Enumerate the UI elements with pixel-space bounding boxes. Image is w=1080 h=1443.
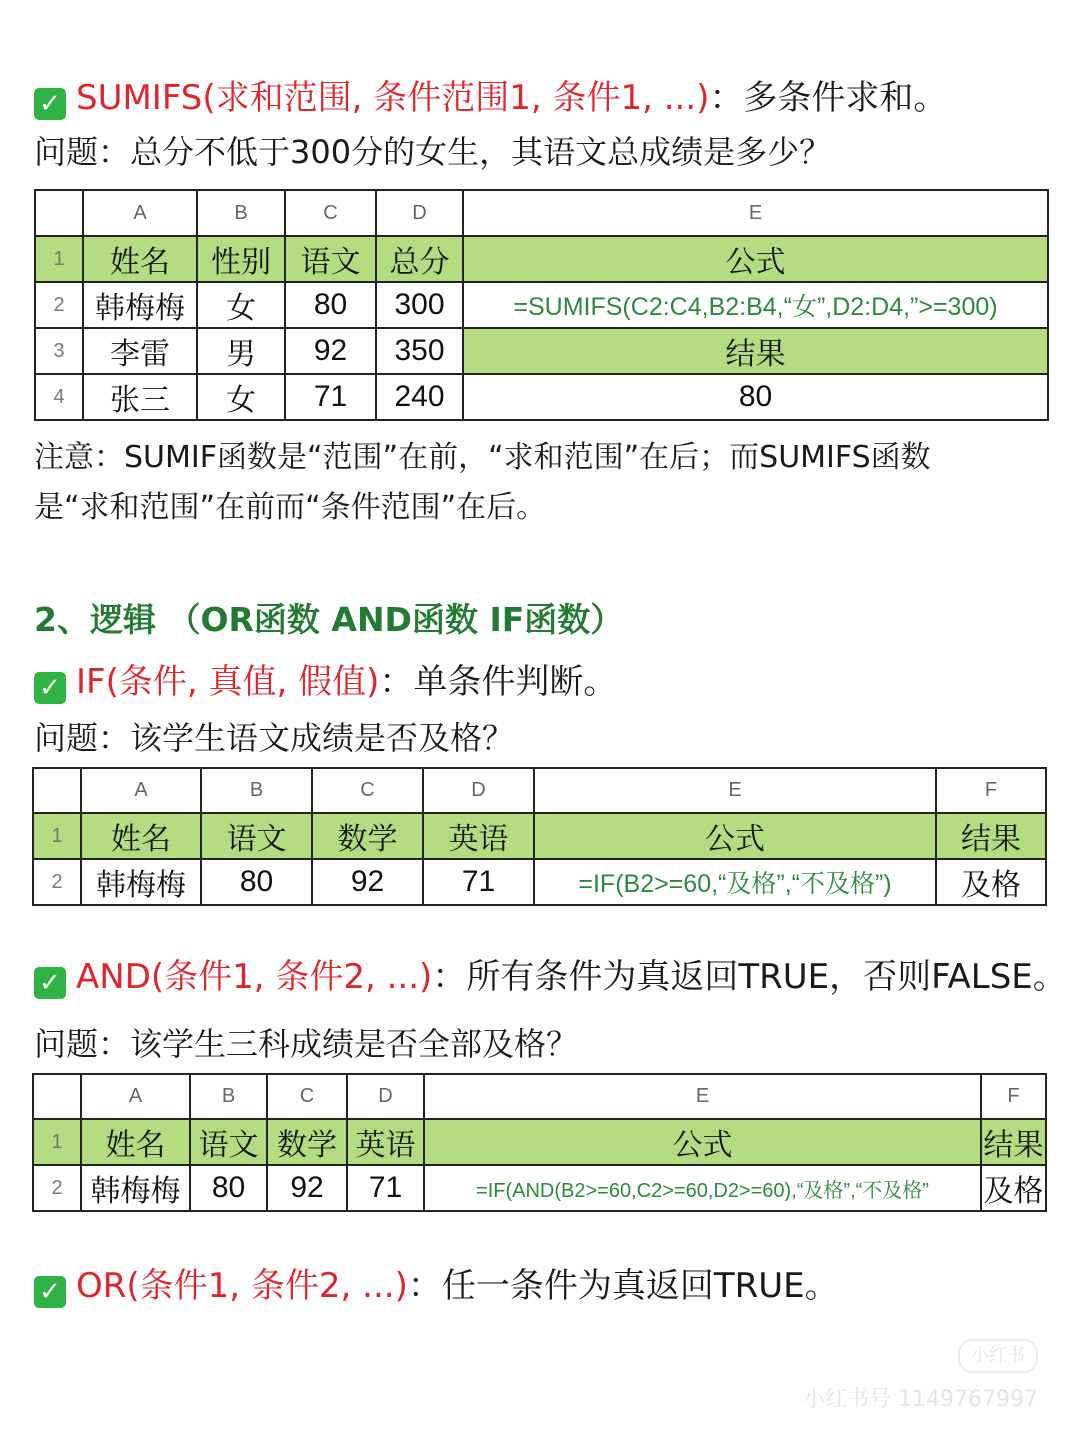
header-cell: 姓名: [83, 236, 197, 282]
formula-cell: =IF(AND(B2>=60,C2>=60,D2>=60),“及格”,“不及格”: [424, 1165, 981, 1211]
sumifs-question: 问题：总分不低于300分的女生，其语文总成绩是多少？: [34, 133, 832, 171]
sumifs-table: [34, 189, 1049, 421]
check-box-icon: ✓: [34, 672, 66, 704]
header-cell: 姓名: [81, 1119, 190, 1165]
header-cell: 数学: [267, 1119, 347, 1165]
table-cell: 350: [376, 328, 463, 374]
header-cell: 结果: [936, 813, 1046, 859]
table-cell: 71: [347, 1165, 424, 1211]
col-letter-c: C: [312, 768, 423, 813]
table-cell: 女: [197, 282, 285, 328]
column-header-row: [35, 190, 1048, 236]
col-letter-b: B: [190, 1074, 267, 1119]
or-description: ：任一条件为真返回TRUE。: [407, 1266, 839, 1306]
col-letter-b: B: [201, 768, 312, 813]
corner-cell: [35, 190, 83, 236]
or-signature: OR(条件1, 条件2, ...): [76, 1266, 408, 1306]
col-letter-f: F: [936, 768, 1046, 813]
col-letter-c: C: [285, 190, 376, 236]
section-heading: 2、逻辑 （OR函数 AND函数 IF函数）: [34, 600, 624, 639]
table-cell: 李雷: [83, 328, 197, 374]
table-cell: 韩梅梅: [83, 282, 197, 328]
note-line: 注意：SUMIF函数是“范围”在前，“求和范围”在后；而SUMIFS函数: [34, 440, 931, 475]
table-cell: 80: [285, 282, 376, 328]
header-cell: 语文: [285, 236, 376, 282]
col-letter-d: D: [376, 190, 463, 236]
column-header-row: [33, 1074, 1046, 1119]
table-cell: 71: [423, 859, 534, 905]
table-cell: 80: [201, 859, 312, 905]
row-number: 1: [33, 813, 81, 859]
col-letter-a: A: [83, 190, 197, 236]
and-signature: AND(条件1, 条件2, ...): [76, 957, 433, 997]
and-description: ：所有条件为真返回TRUE，否则FALSE。: [432, 957, 1067, 997]
header-cell: 语文: [201, 813, 312, 859]
col-letter-e: E: [424, 1074, 981, 1119]
corner-cell: [33, 768, 81, 813]
sumifs-title: [34, 76, 947, 120]
sumifs-signature: SUMIFS(求和范围, 条件范围1, 条件1, ...): [76, 78, 710, 118]
and-question: 问题：该学生三科成绩是否全部及格？: [34, 1025, 579, 1063]
result-value-cell: 80: [463, 374, 1048, 420]
header-cell: 数学: [312, 813, 423, 859]
row-number: 1: [35, 236, 83, 282]
sumifs-note: [34, 433, 1044, 533]
header-cell: 英语: [347, 1119, 424, 1165]
table-cell: 300: [376, 282, 463, 328]
row-number: 4: [35, 374, 83, 420]
and-title: [34, 955, 1067, 999]
if-table: [32, 767, 1047, 906]
if-title: [34, 660, 617, 704]
table-cell: 240: [376, 374, 463, 420]
table-row: [33, 813, 1046, 859]
table-row: [33, 859, 1046, 905]
table-cell: 92: [312, 859, 423, 905]
row-number: 3: [35, 328, 83, 374]
row-number: 2: [35, 282, 83, 328]
note-line: 是“求和范围”在前而“条件范围”在后。: [34, 490, 547, 525]
col-letter-a: A: [81, 1074, 190, 1119]
table-cell: 71: [285, 374, 376, 420]
row-number: 2: [33, 859, 81, 905]
formula-cell: =IF(B2>=60,“及格”,“不及格”): [534, 859, 936, 905]
table-row: [33, 1165, 1046, 1211]
table-row: [35, 236, 1048, 282]
check-box-icon: ✓: [34, 967, 66, 999]
header-cell: 性别: [197, 236, 285, 282]
header-cell: 结果: [981, 1119, 1046, 1165]
if-signature: IF(条件, 真值, 假值): [76, 662, 380, 702]
formula-cell: =SUMIFS(C2:C4,B2:B4,“女”,D2:D4,”>=300): [463, 282, 1048, 328]
if-question: 问题：该学生语文成绩是否及格？: [34, 719, 515, 757]
col-letter-e: E: [463, 190, 1048, 236]
result-cell: 及格: [981, 1165, 1046, 1211]
table-cell: 韩梅梅: [81, 1165, 190, 1211]
result-cell: 及格: [936, 859, 1046, 905]
result-label-cell: 结果: [463, 328, 1048, 374]
table-row: [35, 328, 1048, 374]
or-title: [34, 1264, 839, 1308]
col-letter-a: A: [81, 768, 201, 813]
table-row: [35, 282, 1048, 328]
col-letter-d: D: [347, 1074, 424, 1119]
table-cell: 张三: [83, 374, 197, 420]
col-letter-b: B: [197, 190, 285, 236]
table-cell: 80: [190, 1165, 267, 1211]
row-number: 1: [33, 1119, 81, 1165]
col-letter-c: C: [267, 1074, 347, 1119]
header-cell: 公式: [424, 1119, 981, 1165]
watermark-text: 小红书号 1149767997: [803, 1387, 1038, 1412]
and-table: [32, 1073, 1047, 1212]
row-number: 2: [33, 1165, 81, 1211]
table-cell: 92: [267, 1165, 347, 1211]
table-cell: 韩梅梅: [81, 859, 201, 905]
col-letter-f: F: [981, 1074, 1046, 1119]
header-cell: 语文: [190, 1119, 267, 1165]
col-letter-d: D: [423, 768, 534, 813]
header-cell: 姓名: [81, 813, 201, 859]
table-cell: 92: [285, 328, 376, 374]
check-box-icon: ✓: [34, 1276, 66, 1308]
check-box-icon: ✓: [34, 88, 66, 120]
table-cell: 女: [197, 374, 285, 420]
watermark-logo: 小红书: [958, 1339, 1038, 1373]
header-cell: 总分: [376, 236, 463, 282]
sumifs-description: ：多条件求和。: [709, 78, 948, 118]
table-row: [35, 374, 1048, 420]
header-cell: 英语: [423, 813, 534, 859]
if-description: ：单条件判断。: [379, 662, 618, 702]
header-cell: 公式: [534, 813, 936, 859]
column-header-row: [33, 768, 1046, 813]
header-cell: 公式: [463, 236, 1048, 282]
corner-cell: [33, 1074, 81, 1119]
table-cell: 男: [197, 328, 285, 374]
table-row: [33, 1119, 1046, 1165]
col-letter-e: E: [534, 768, 936, 813]
